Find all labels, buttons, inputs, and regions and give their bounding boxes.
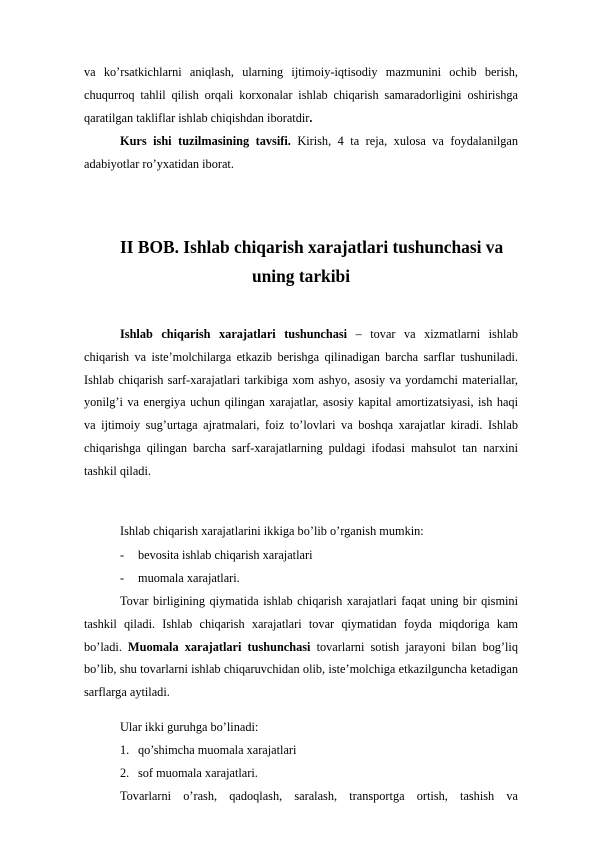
chapter-heading-line1: II BOB. Ishlab chiqarish xarajatlari tushunchasi va xyxy=(120,237,504,257)
list-item: 1. qo’shimcha muomala xarajatlari xyxy=(120,743,297,757)
last-paragraph: Tovarlarni o’rash, qadoqlash, saralash, transportga ortish, tashish va xyxy=(120,789,518,803)
list-item: 2. sof muomala xarajatlari. xyxy=(120,766,258,780)
list-item: - bevosita ishlab chiqarish xarajatlari xyxy=(120,548,313,562)
circulation-paragraph: Tovar birligining qiymatida ishlab chiqarish xarajatlari faqat uning bir qismini tashkil qiladi. Ishlab chiqarish xarajatlari tovar qiymatidan foyda miqdoriga kam bo’ladi. Muomala xarajatlari tushunchasi tovarlarni sotish jarayoni bilan bog’liq bo’lib, shu tovarlarni ishlab chiqaruvchidan olib, iste’molchiga etkazilguncha ketadigan sarflarga aytiladi. xyxy=(84,594,519,700)
structure-label: Kurs ishi tuzilmasining tavsifi. xyxy=(120,134,291,148)
definition-paragraph xyxy=(84,323,518,483)
structure-paragraph xyxy=(84,130,518,176)
circulation-term: Muomala xarajatlari tushunchasi xyxy=(128,639,311,654)
structure-text: Kirish, 4 ta reja, xulosa va foydalanilgan adabiyotlar ro’yxatidan iborat. xyxy=(84,134,518,171)
intro-paragraph xyxy=(84,61,518,129)
list-item: - muomala xarajatlari. xyxy=(120,571,240,585)
groups-intro: Ishlab chiqarish xarajatlarini ikkiga bo’lib o’rganish mumkin: xyxy=(120,524,424,538)
types-intro: Ular ikki guruhga bo’linadi: xyxy=(120,720,259,734)
intro-period: . xyxy=(309,110,313,125)
definition-term: Ishlab chiqarish xarajatlari tushunchasi xyxy=(120,327,348,341)
definition-text: – tovar va xizmatlarni ishlab chiqarish va iste’molchilarga etkazib berishga qilinadigan barcha sarflar tushuniladi. Ishlab chiqarish sarf-xarajatlari tarkibiga xom ashyo, asosiy va yordamchi materiallar, yonilg’i va energiya uchun qilingan xarajatlar, asosiy kapital amortizatsiyasi, ish haqi va ijtimoiy sug’urtaga ajratmalari, foiz to’lovlari va boshqa xarajatlar kiradi. Ishlab chiqarishga qilingan barcha sarf-xarajatlarning puldagi ifodasi mahsulot tan narxini tashkil qiladi. xyxy=(84,327,518,478)
intro-text: va ko’rsatkichlarni aniqlash, ularning ijtimoiy-iqtisodiy mazmunini ochib berish, chuqurroq tahlil qilish orqali korxonalar ishlab chiqarish samaradorligini oshirishga qaratilgan takliflar ishlab chiqishdan iboratdir xyxy=(84,65,518,125)
chapter-heading-line2: uning tarkibi xyxy=(251,266,351,286)
